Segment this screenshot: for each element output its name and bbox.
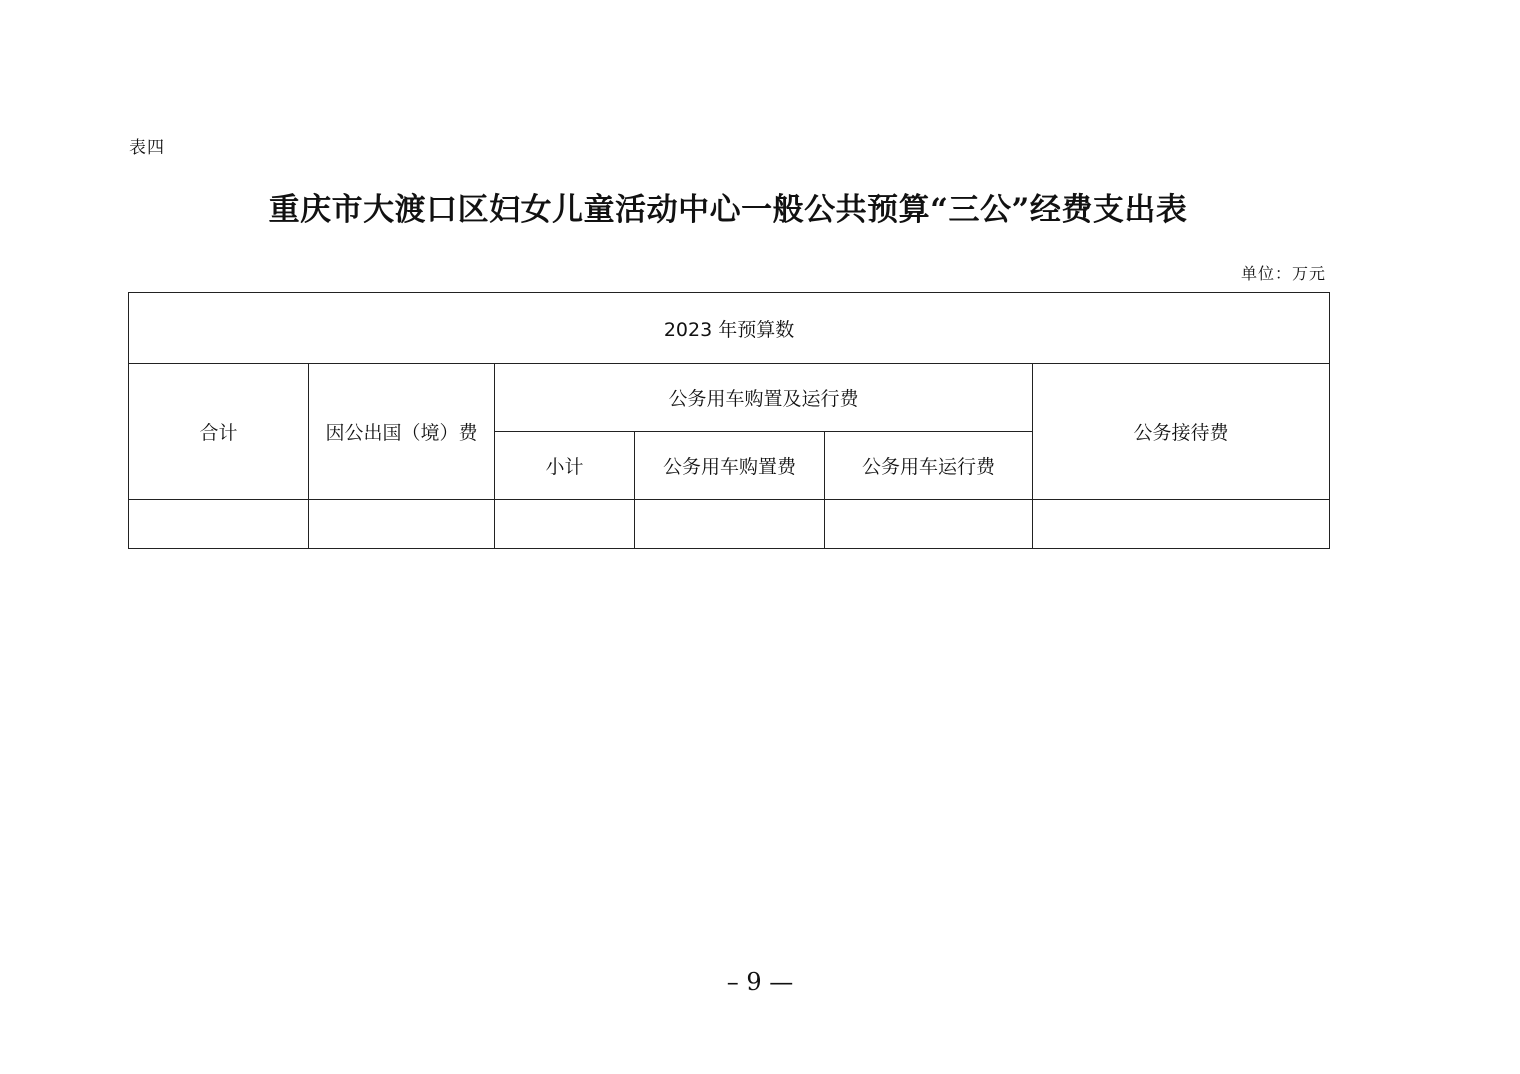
column-header-row [129, 364, 1330, 432]
reception-expense-header-cell: 公务接待费 [1033, 364, 1330, 500]
reception-value-cell [1033, 500, 1330, 549]
three-public-expenses-table [128, 292, 1330, 549]
table-row [129, 500, 1330, 549]
total-header-cell: 合计 [129, 364, 309, 500]
vehicle-operation-header-cell: 公务用车运行费 [825, 432, 1033, 500]
document-title: 重庆市大渡口区妇女儿童活动中心一般公共预算“三公”经费支出表 [268, 192, 1188, 228]
table-label: 表四 [129, 138, 165, 158]
year-header-cell: 2023 年预算数 [129, 293, 1330, 364]
year-header-row [129, 293, 1330, 364]
subtotal-header-cell: 小计 [495, 432, 635, 500]
subtotal-value-cell [495, 500, 635, 549]
abroad-value-cell [309, 500, 495, 549]
vehicle-operation-value-cell [825, 500, 1033, 549]
abroad-expense-header-cell: 因公出国（境）费 [309, 364, 495, 500]
vehicle-purchase-header-cell: 公务用车购置费 [635, 432, 825, 500]
vehicle-expense-group-header-cell: 公务用车购置及运行费 [495, 364, 1033, 432]
page-number: – 9 — [726, 968, 794, 996]
unit-label: 单位：万元 [1240, 264, 1326, 283]
vehicle-purchase-value-cell [635, 500, 825, 549]
total-value-cell [129, 500, 309, 549]
